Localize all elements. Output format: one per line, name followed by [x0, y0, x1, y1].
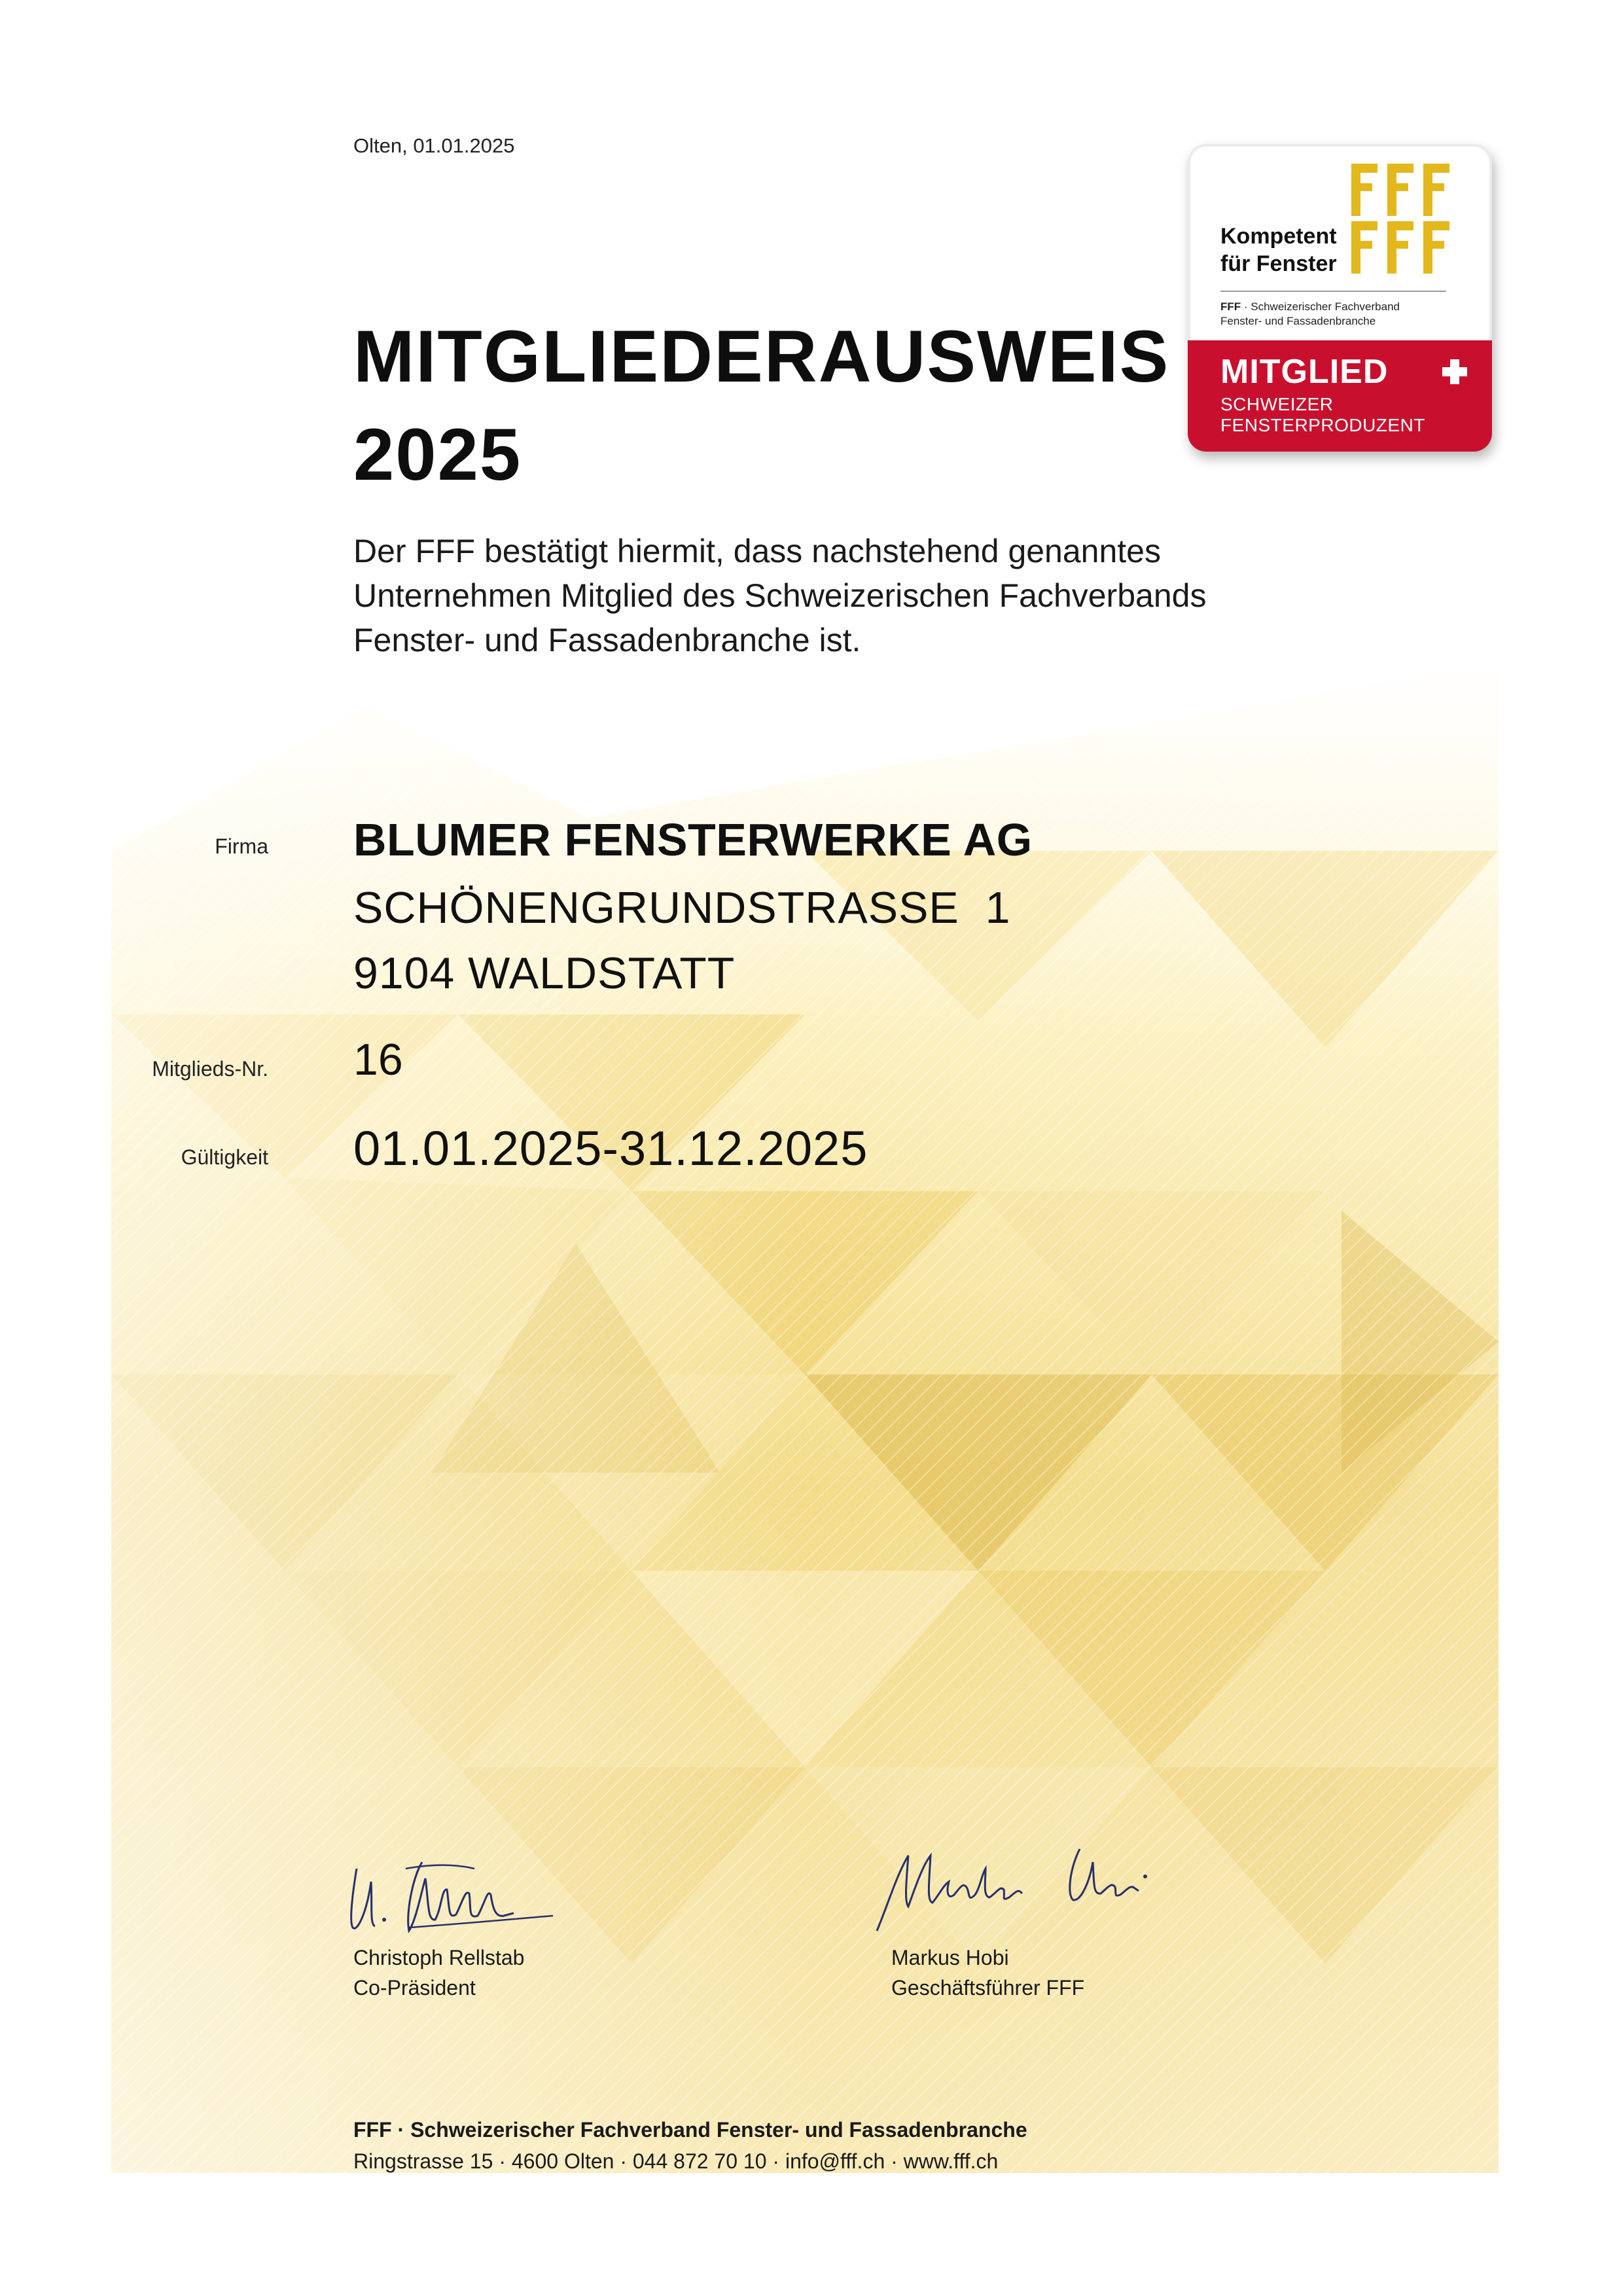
- footer: [353, 2114, 1027, 2177]
- signature-left: [344, 1842, 560, 1941]
- footer-org: FFF · Schweizerischer Fachverband Fenster- und Fassadenbranche: [353, 2118, 1027, 2142]
- intro-line-2: Unternehmen Mitglied des Schweizerischen Fachverbands: [353, 577, 1207, 614]
- intro-line-1: Der FFF bestätigt hiermit, dass nachstehend genanntes: [353, 533, 1161, 569]
- signatory-left: [353, 1943, 524, 2003]
- member-number: 16: [353, 1035, 403, 1085]
- signature-right: [870, 1829, 1198, 1941]
- badge-tagline-line-1: Kompetent: [1220, 224, 1337, 249]
- badge-status-sub-2: FENSTERPRODUZENT: [1220, 415, 1425, 435]
- fff-logo-icon: [1351, 164, 1456, 275]
- badge-tagline-line-2: für Fenster: [1220, 251, 1337, 276]
- place-date: Olten, 01.01.2025: [353, 134, 515, 157]
- member-number-label: Mitglieds-Nr.: [152, 1057, 268, 1081]
- signatory-right: [891, 1943, 1084, 2003]
- validity-period: 01.01.2025-31.12.2025: [353, 1121, 868, 1175]
- signatory-right-role: Geschäftsführer FFF: [891, 1976, 1085, 2000]
- badge-status-sub: [1220, 394, 1425, 436]
- title-line-1: MITGLIEDERAUSWEIS: [353, 315, 1170, 397]
- badge-tagline: [1220, 223, 1337, 278]
- badge-divider: [1220, 291, 1446, 292]
- company-city: 9104 WALDSTATT: [353, 948, 736, 998]
- title-line-2: 2025: [353, 414, 522, 495]
- validity-label: Gültigkeit: [181, 1145, 268, 1169]
- badge-org-line-1: · Schweizerischer Fachverband: [1241, 300, 1400, 313]
- badge-org-line-2: Fenster- und Fassadenbranche: [1220, 315, 1376, 327]
- company-name: BLUMER FENSTERWERKE AG: [353, 814, 1033, 865]
- signatory-right-name: Markus Hobi: [891, 1946, 1009, 1969]
- intro-text: [353, 529, 1335, 662]
- badge-org: [1220, 300, 1400, 329]
- badge-status: MITGLIED: [1220, 353, 1389, 391]
- signatory-left-role: Co-Präsident: [353, 1976, 476, 2000]
- membership-badge: [1188, 144, 1492, 452]
- company-label: Firma: [215, 834, 268, 858]
- footer-contact: Ringstrasse 15 · 4600 Olten · 044 872 70 10 · info@fff.ch · www.fff.ch: [353, 2149, 999, 2173]
- page-title: [353, 308, 1169, 504]
- signatory-left-name: Christoph Rellstab: [353, 1946, 525, 1969]
- company-street: SCHÖNENGRUNDSTRASSE 1: [353, 883, 1011, 933]
- badge-status-sub-1: SCHWEIZER: [1220, 394, 1334, 414]
- badge-org-abbr: FFF: [1220, 300, 1241, 313]
- intro-line-3: Fenster- und Fassadenbranche ist.: [353, 622, 861, 658]
- swiss-cross-icon: [1440, 357, 1470, 387]
